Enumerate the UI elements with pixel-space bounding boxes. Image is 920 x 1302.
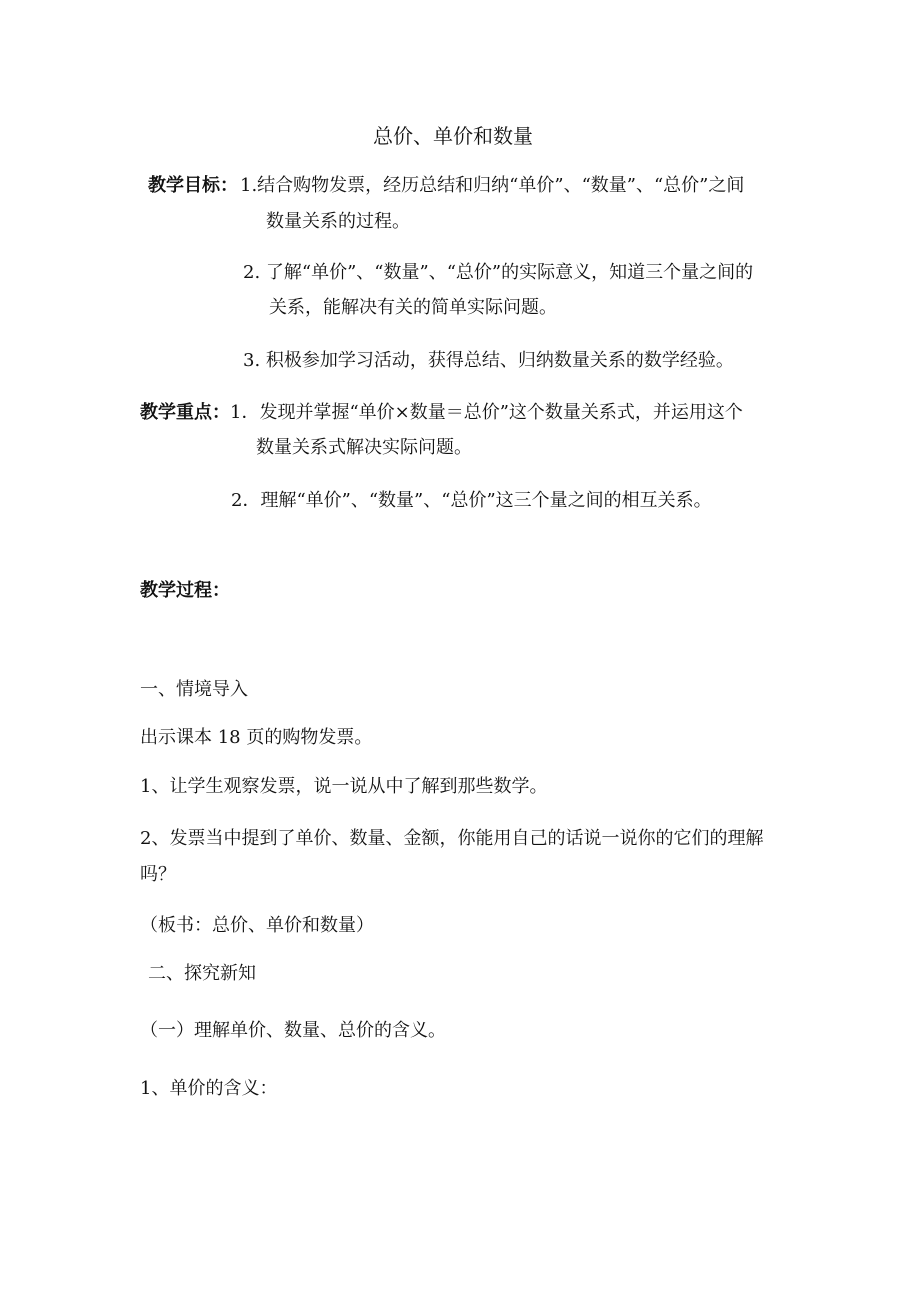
- section-2-subheading-1: （一）理解单价、数量、总价的含义。: [140, 1020, 446, 1041]
- section-1-board-note: （板书：总价、单价和数量）: [140, 915, 374, 936]
- section-1-paragraph-3-line-1: 2、发票当中提到了单价、数量、金额，你能用自己的话说一说你的它们的理解: [140, 828, 764, 849]
- page-title: 总价、单价和数量: [373, 124, 533, 148]
- section-2-heading: 二、探究新知: [148, 963, 256, 984]
- objective-2-line-2: 关系，能解决有关的简单实际问题。: [269, 297, 557, 318]
- key-point-1-line-2: 数量关系式解决实际问题。: [256, 437, 472, 458]
- objective-1-line-2: 数量关系的过程。: [266, 211, 410, 232]
- objective-2-line-1: 2. 了解“单价”、“数量”、“总价”的实际意义，知道三个量之间的: [243, 262, 754, 283]
- process-heading: 教学过程：: [140, 580, 230, 601]
- section-1-paragraph-1: 出示课本 18 页的购物发票。: [140, 727, 373, 748]
- section-1-heading: 一、情境导入: [140, 679, 248, 700]
- key-point-2: 2．理解“单价”、“数量”、“总价”这三个量之间的相互关系。: [231, 490, 712, 511]
- section-1-paragraph-2: 1、让学生观察发票，说一说从中了解到那些数学。: [140, 776, 548, 797]
- objective-3: 3. 积极参加学习活动，获得总结、归纳数量关系的数学经验。: [243, 350, 734, 371]
- objective-1-line-1: 1.结合购物发票，经历总结和归纳“单价”、“数量”、“总价”之间: [240, 175, 745, 196]
- key-point-1-line-1: 1．发现并掌握“单价×数量＝总价”这个数量关系式，并运用这个: [230, 402, 743, 423]
- section-1-paragraph-3-line-2: 吗？: [140, 864, 176, 885]
- key-points-heading: 教学重点：: [140, 402, 230, 423]
- section-2-paragraph-1: 1、单价的含义：: [140, 1078, 278, 1099]
- objectives-heading: 教学目标：: [148, 175, 238, 196]
